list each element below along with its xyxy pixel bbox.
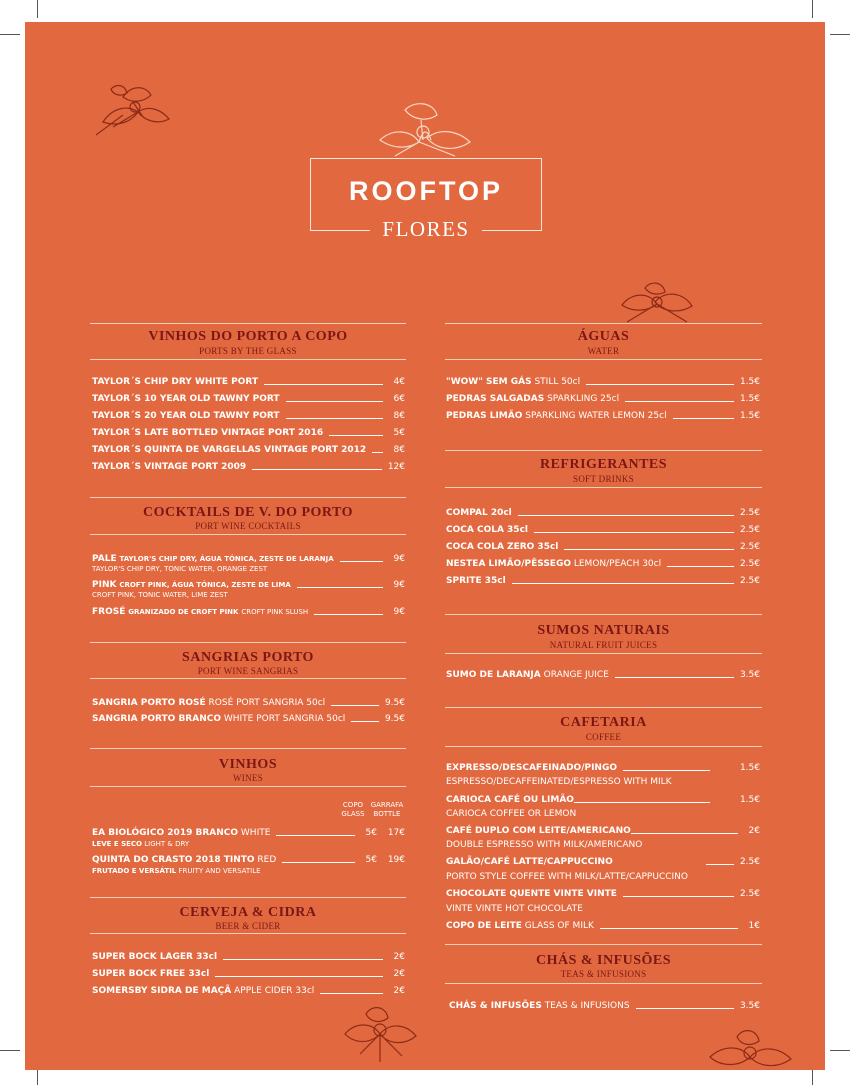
divider xyxy=(445,746,762,747)
brand-title: ROOFTOP xyxy=(348,176,503,206)
brand-subtitle xyxy=(310,217,542,242)
menu-item: SANGRIA PORTO ROSÉ ROSÉ PORT SANGRIA 50cl 9.5€ xyxy=(92,698,405,708)
crop-mark xyxy=(37,0,38,18)
section-subtitle-chas: TEAS & INFUSIONS xyxy=(560,969,647,979)
flower-icon xyxy=(705,1027,795,1070)
section-subtitle-aguas: WATER xyxy=(587,346,620,356)
divider xyxy=(90,534,406,535)
menu-item: COCA COLA 35cl 2.5€ xyxy=(446,525,760,535)
section-subtitle-porto: PORTS BY THE GLASS xyxy=(199,346,297,356)
section-title-sangrias: SANGRIAS PORTO xyxy=(182,650,314,665)
divider xyxy=(90,748,406,749)
item-translation: CARIOCA COFFEE OR LEMON xyxy=(446,809,577,819)
item-translation: TAYLOR'S CHIP DRY, TONIC WATER, ORANGE ZEST xyxy=(92,565,268,573)
section-subtitle-vinhos: WINES xyxy=(233,773,263,783)
menu-item: GALÃO/CAFÉ LATTE/CAPPUCCINO 2.5€ xyxy=(446,857,760,867)
menu-item: NESTEA LIMÃO/PÊSSEGO LEMON/PEACH 30cl 2.5€ xyxy=(446,559,760,569)
divider xyxy=(90,897,406,898)
divider xyxy=(445,983,762,984)
section-title-porto: VINHOS DO PORTO A COPO xyxy=(148,329,348,344)
menu-item: CAFÉ DUPLO COM LEITE/AMERICANO 2€ xyxy=(446,826,760,836)
menu-item: PINK CROFT PINK, ÁGUA TÓNICA, ZESTE DE LIMA 9€ xyxy=(92,580,405,590)
menu-item: TAYLOR´S LATE BOTTLED VINTAGE PORT 2016 5€ xyxy=(92,428,405,438)
menu-item: SANGRIA PORTO BRANCO WHITE PORT SANGRIA 50cl 9.5€ xyxy=(92,714,405,724)
divider xyxy=(445,707,762,708)
menu-item: TAYLOR´S 20 YEAR OLD TAWNY PORT 8€ xyxy=(92,411,405,421)
menu-item: SPRITE 35cl 2.5€ xyxy=(446,576,760,586)
menu-item: SUPER BOCK LAGER 33cl 2€ xyxy=(92,952,405,962)
section-title-cafetaria: CAFETARIA xyxy=(560,715,647,730)
menu-item: FROSÉ GRANIZADO DE CROFT PINK CROFT PINK SLUSH 9€ xyxy=(92,607,405,617)
menu-item: COMPAL 20cl 2.5€ xyxy=(446,508,760,518)
divider xyxy=(90,323,406,324)
section-subtitle-cocktails: PORT WINE COCKTAILS xyxy=(195,521,301,531)
menu-item: CHÁS & INFUSÕES TEAS & INFUSIONS 3.5€ xyxy=(449,1001,760,1011)
flower-icon xyxy=(617,280,697,326)
menu-item: PALE TAYLOR'S CHIP DRY, ÁGUA TÓNICA, ZESTE DE LARANJA 9€ xyxy=(92,554,405,564)
flower-icon xyxy=(375,100,475,160)
menu-item: CHOCOLATE QUENTE VINTE VINTE 2.5€ xyxy=(446,889,760,899)
item-translation: CROFT PINK, TONIC WATER, LIME ZEST xyxy=(92,591,228,599)
section-subtitle-cafetaria: COFFEE xyxy=(585,732,622,742)
divider xyxy=(445,653,762,654)
divider xyxy=(445,944,762,945)
menu-item: EXPRESSO/DESCAFEINADO/PINGO 1.5€ xyxy=(446,763,760,773)
menu-item: TAYLOR´S QUINTA DE VARGELLAS VINTAGE PORT 2012 8€ xyxy=(92,445,405,455)
section-subtitle-refrigerantes: SOFT DRINKS xyxy=(573,474,634,484)
crop-mark xyxy=(0,34,20,35)
menu-item: CARIOCA CAFÉ OU LIMÃO 1.5€ xyxy=(446,795,760,805)
menu-item: PEDRAS LIMÃO SPARKLING WATER LEMON 25cl 1.5€ xyxy=(446,411,760,421)
menu-item: TAYLOR´S CHIP DRY WHITE PORT 4€ xyxy=(92,377,405,387)
crop-mark xyxy=(830,34,850,35)
flower-icon xyxy=(93,77,175,137)
divider xyxy=(90,642,406,643)
section-title-sumos: SUMOS NATURAIS xyxy=(537,623,670,638)
divider xyxy=(445,450,762,451)
item-translation: ESPRESSO/DECAFFEINATED/ESPRESSO WITH MILK xyxy=(446,777,672,787)
menu-item: TAYLOR´S VINTAGE PORT 2009 12€ xyxy=(92,462,405,472)
menu-item: "WOW" SEM GÁS STILL 50cl 1.5€ xyxy=(446,377,760,387)
menu-item: QUINTA DO CRASTO 2018 TINTO RED 5€ 19€ xyxy=(92,855,405,865)
menu-item: EA BIOLÓGICO 2019 BRANCO WHITE 5€ 17€ xyxy=(92,828,405,838)
column-header-bottle: GARRAFA BOTTLE xyxy=(370,801,404,818)
section-title-cerveja: CERVEJA & CIDRA xyxy=(179,905,317,920)
menu-item: SOMERSBY SIDRA DE MAÇÃ APPLE CIDER 33cl 2€ xyxy=(92,986,405,996)
menu-item: COPO DE LEITE GLASS OF MILK 1€ xyxy=(446,921,760,931)
menu-item: COCA COLA ZERO 35cl 2.5€ xyxy=(446,542,760,552)
section-subtitle-sumos: NATURAL FRUIT JUICES xyxy=(549,640,658,650)
menu-item: SUMO DE LARANJA ORANGE JUICE 3.5€ xyxy=(446,670,760,680)
column-header-glass: COPO GLASS xyxy=(341,801,365,818)
flower-icon xyxy=(340,1004,420,1064)
crop-mark xyxy=(830,1050,850,1051)
menu-page xyxy=(25,22,825,1070)
divider xyxy=(445,487,762,488)
crop-mark xyxy=(812,0,813,18)
brand-subtitle-text: FLORES xyxy=(370,217,481,241)
divider xyxy=(445,614,762,615)
section-subtitle-cerveja: BEER & CIDER xyxy=(215,921,281,931)
divider xyxy=(445,359,762,360)
menu-item: SUPER BOCK FREE 33cl 2€ xyxy=(92,969,405,979)
section-subtitle-sangrias: PORT WINE SANGRIAS xyxy=(197,666,299,676)
item-translation: DOUBLE ESPRESSO WITH MILK/AMERICANO xyxy=(446,840,643,850)
item-translation: VINTE VINTE HOT CHOCOLATE xyxy=(446,904,583,914)
section-title-refrigerantes: REFRIGERANTES xyxy=(539,457,668,472)
divider xyxy=(90,359,406,360)
menu-item: TAYLOR´S 10 YEAR OLD TAWNY PORT 6€ xyxy=(92,394,405,404)
crop-mark xyxy=(0,1050,20,1051)
item-translation: PORTO STYLE COFFEE WITH MILK/LATTE/CAPPUCCINO xyxy=(446,872,688,882)
section-title-chas: CHÁS & INFUSÕES xyxy=(535,953,672,968)
divider xyxy=(90,497,406,498)
section-title-vinhos: VINHOS xyxy=(218,757,278,772)
divider xyxy=(90,678,406,679)
section-title-aguas: ÁGUAS xyxy=(577,329,630,344)
item-translation: FRUTADO E VERSÁTIL FRUITY AND VERSATILE xyxy=(92,867,261,875)
divider xyxy=(445,323,762,324)
divider xyxy=(90,933,406,934)
divider xyxy=(90,786,406,787)
item-translation: LEVE E SECO LIGHT & DRY xyxy=(92,840,190,848)
section-title-cocktails: COCKTAILS DE V. DO PORTO xyxy=(142,505,354,520)
menu-item: PEDRAS SALGADAS SPARKLING 25cl 1.5€ xyxy=(446,394,760,404)
